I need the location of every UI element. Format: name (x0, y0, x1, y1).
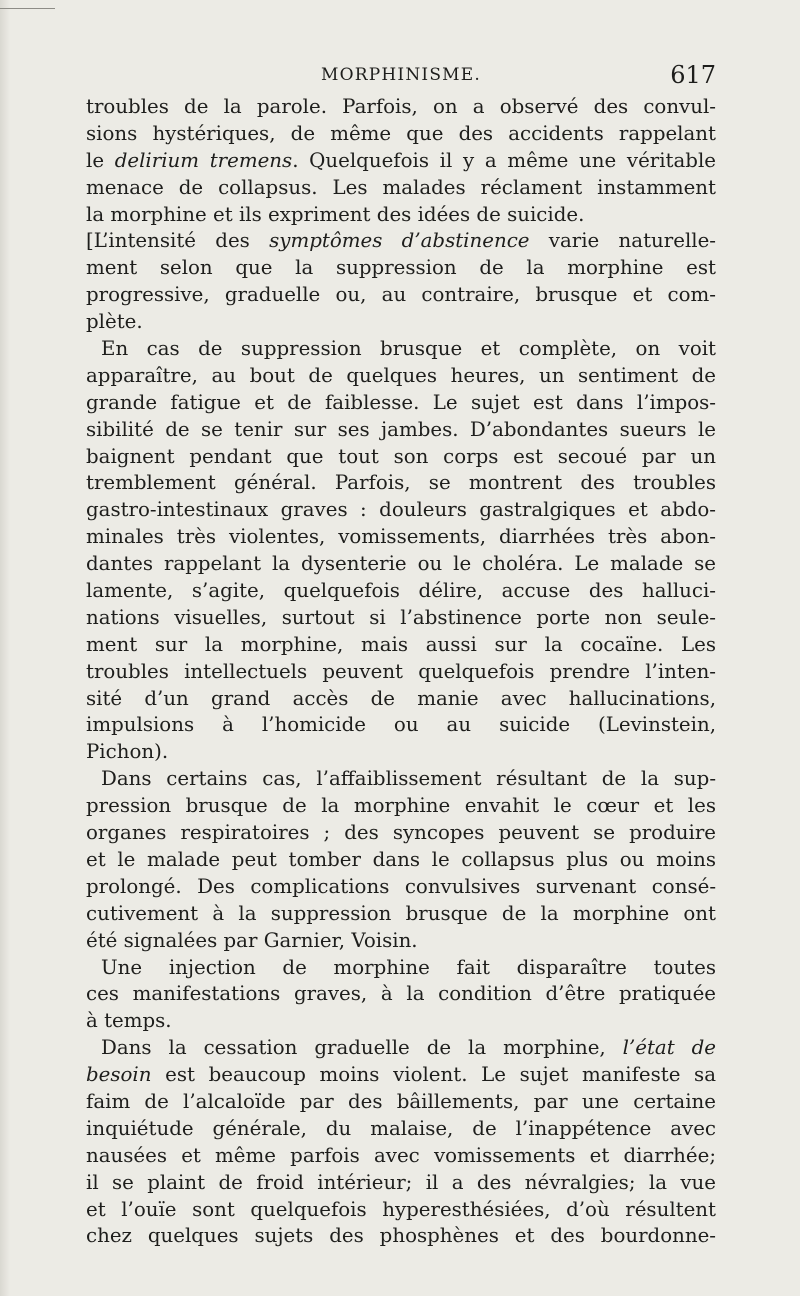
text-line: prolongé. Des complications convulsives survenant consé- (86, 874, 716, 898)
text-line: impulsions à l’homicide ou au suicide (Levinstein, (86, 713, 716, 737)
text-line: gastro-intestinaux graves : douleurs gastralgiques et abdo- (86, 498, 716, 522)
text-line: plète. (86, 310, 143, 334)
text-line: dantes rappelant la dysenterie ou le choléra. Le malade se (86, 552, 716, 576)
text-line: ment selon que la suppression de la morphine est (86, 256, 716, 280)
text-line: inquiétude générale, du malaise, de l’inappétence avec (86, 1116, 716, 1140)
text-line: sions hystériques, de même que des accidents rappelant (86, 121, 716, 145)
text-line: ment sur la morphine, mais aussi sur la cocaïne. Les (86, 632, 716, 656)
running-header (86, 62, 716, 88)
text-line: il se plaint de froid intérieur; il a des névralgies; la vue (86, 1170, 716, 1194)
text-line: troubles de la parole. Parfois, on a observé des convul- (86, 95, 716, 118)
text-line: faim de l’alcaloïde par des bâillements, par une certaine (86, 1089, 716, 1113)
text-line: Dans la cessation graduelle de la morphine, l’état de (101, 1036, 716, 1060)
text-line: Une injection de morphine fait disparaître toutes (101, 955, 716, 979)
text-line: et le malade peut tomber dans le collapsus plus ou moins (86, 847, 716, 871)
text-line: menace de collapsus. Les malades réclament instamment (86, 175, 716, 199)
text-line: besoin est beaucoup moins violent. Le sujet manifeste sa (86, 1063, 716, 1087)
text-line: organes respiratoires ; des syncopes peuvent se produire (86, 821, 716, 845)
body-text (86, 94, 716, 1250)
top-edge-rule (0, 8, 55, 9)
text-line: troubles intellectuels peuvent quelquefois prendre l’inten- (86, 659, 716, 683)
text-line: nations visuelles, surtout si l’abstinence porte non seule- (86, 605, 716, 629)
text-line: chez quelques sujets des phosphènes et des bourdonne- (86, 1224, 716, 1248)
text-line: été signalées par Garnier, Voisin. (86, 928, 418, 952)
text-line: grande fatigue et de faiblesse. Le sujet est dans l’impos- (86, 390, 716, 414)
text-line: En cas de suppression brusque et complète, on voit (101, 337, 716, 361)
text-line: progressive, graduelle ou, au contraire, brusque et com- (86, 283, 716, 307)
text-line: lamente, s’agite, quelquefois délire, accuse des halluci- (86, 579, 716, 603)
text-line: sibilité de se tenir sur ses jambes. D’abondantes sueurs le (86, 417, 716, 441)
text-line: [L’intensité des symptômes d’abstinence varie naturelle- (86, 229, 716, 253)
text-line: baignent pendant que tout son corps est secoué par un (86, 444, 716, 468)
text-line: pression brusque de la morphine envahit le cœur et les (86, 794, 716, 818)
text-line: et l’ouïe sont quelquefois hyperesthésiées, d’où résultent (86, 1197, 716, 1221)
page-number: 617 (670, 61, 716, 89)
text-line: Dans certains cas, l’affaiblissement résultant de la sup- (101, 767, 716, 791)
text-line: le delirium tremens. Quelquefois il y a même une véritable (86, 148, 716, 172)
text-line: la morphine et ils expriment des idées de suicide. (86, 202, 585, 226)
text-line: cutivement à la suppression brusque de la morphine ont (86, 901, 716, 925)
text-line: Pichon). (86, 740, 169, 764)
text-line: apparaître, au bout de quelques heures, un sentiment de (86, 363, 716, 387)
text-line: nausées et même parfois avec vomissements et diarrhée; (86, 1143, 716, 1167)
running-title: MORPHINISME. (321, 65, 481, 85)
text-line: à temps. (86, 1009, 172, 1033)
text-line: ces manifestations graves, à la condition d’être pratiquée (86, 982, 716, 1006)
text-line: sité d’un grand accès de manie avec hallucinations, (86, 686, 716, 710)
text-line: minales très violentes, vomissements, diarrhées très abon- (86, 525, 716, 549)
text-line: tremblement général. Parfois, se montrent des troubles (86, 471, 716, 495)
